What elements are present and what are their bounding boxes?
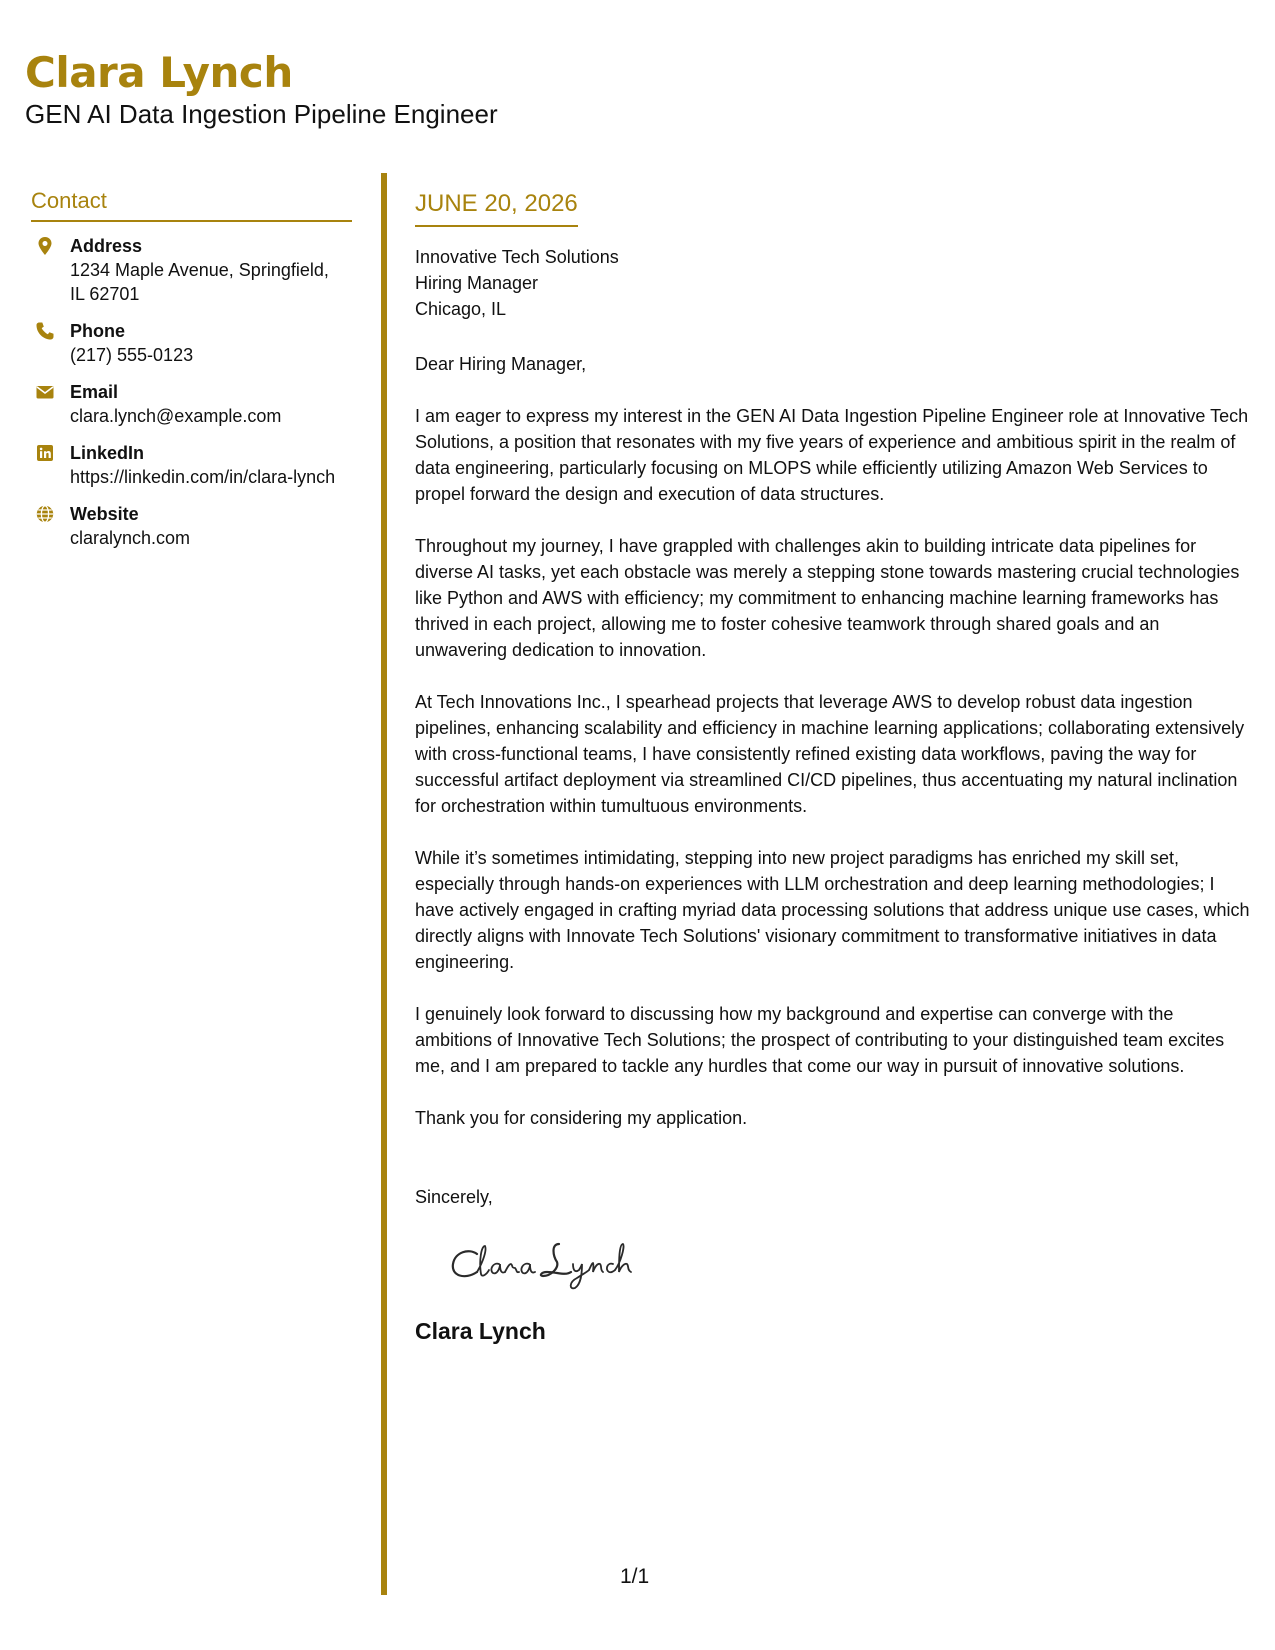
page-number: 1/1 (620, 1565, 650, 1588)
handwritten-signature (447, 1232, 1255, 1302)
salutation: Dear Hiring Manager, (415, 354, 587, 374)
contact-sidebar (31, 188, 352, 563)
globe-icon (35, 504, 55, 524)
applicant-name: Clara Lynch (25, 48, 293, 97)
contact-label: Phone (70, 321, 126, 341)
contact-item-email (31, 380, 352, 428)
job-title: GEN AI Data Ingestion Pipeline Engineer (25, 99, 498, 129)
recipient-role: Hiring Manager (415, 273, 539, 293)
map-pin-icon (35, 236, 55, 256)
letter-paragraph: While it’s sometimes intimidating, stepping into new project paradigms has enriched my skill set, especially through hands-on experiences with LLM orchestration and deep learning methodologies; I have actively engaged in crafting myriad data processing solutions that address unique use cases, which directly aligns with Innovate Tech Solutions' visionary commitment to transformative initiatives in data engineering. (415, 848, 1250, 972)
phone-icon (35, 321, 55, 341)
thanks-line: Thank you for considering my application. (415, 1108, 748, 1128)
contact-list (31, 234, 352, 550)
contact-item-website (31, 502, 352, 550)
envelope-icon (35, 382, 55, 402)
recipient-company: Innovative Tech Solutions (415, 247, 619, 267)
recipient-block (415, 244, 1255, 322)
signer-name: Clara Lynch (415, 1318, 546, 1344)
email-value[interactable]: clara.lynch@example.com (70, 406, 282, 426)
vertical-divider (381, 173, 387, 1595)
letter-date: JUNE 20, 2026 (415, 189, 578, 227)
letter-paragraph: I am eager to express my interest in the GEN AI Data Ingestion Pipeline Engineer role at Innovative Tech Solutions, a position that resonates with my five years of experience and ambitious spirit in the realm of data engineering, particularly focusing on MLOPS while efficiently utilizing Amazon Web Services to propel forward the design and execution of data structures. (415, 406, 1249, 504)
contact-item-phone (31, 319, 352, 367)
contact-item-linkedin (31, 441, 352, 489)
contact-label: Email (70, 382, 119, 402)
linkedin-value[interactable]: https://linkedin.com/in/clara-lynch (70, 467, 336, 487)
website-value[interactable]: claralynch.com (70, 528, 191, 548)
letter-paragraph: I genuinely look forward to discussing how my background and expertise can converge with the ambitions of Innovative Tech Solutions; the prospect of contributing to your distinguished team excites me, and I am prepared to tackle any hurdles that come our way in pursuit of innovative solutions. (415, 1004, 1225, 1076)
contact-label: LinkedIn (70, 443, 145, 463)
letter-paragraph: At Tech Innovations Inc., I spearhead projects that leverage AWS to develop robust data ingestion pipelines, enhancing scalability and efficiency in machine learning applications; collaborating extensively with cross-functional teams, I have consistently refined existing data workflows, paving the way for successful artifact deployment via streamlined CI/CD pipelines, thus accentuating my natural inclination for orchestration within tumultuous environments. (415, 692, 1245, 816)
resume-header (25, 48, 498, 130)
recipient-location: Chicago, IL (415, 299, 507, 319)
contact-label: Website (70, 504, 139, 524)
closing-line: Sincerely, (415, 1187, 493, 1207)
phone-value: (217) 555-0123 (70, 345, 194, 365)
contact-section-title: Contact (31, 188, 352, 222)
contact-label: Address (70, 236, 143, 256)
cover-letter-body (415, 189, 1255, 1346)
linkedin-icon (35, 443, 55, 463)
letter-paragraph: Throughout my journey, I have grappled with challenges akin to building intricate data pipelines for diverse AI tasks, yet each obstacle was merely a stepping stone towards mastering crucial technologies like Python and AWS with efficiency; my commitment to enhancing machine learning frameworks has thrived in each project, allowing me to foster cohesive teamwork through shared goals and an unwavering dedication to innovation. (415, 536, 1240, 660)
contact-item-address (31, 234, 352, 306)
address-value: 1234 Maple Avenue, Springfield, IL 62701 (70, 260, 329, 304)
